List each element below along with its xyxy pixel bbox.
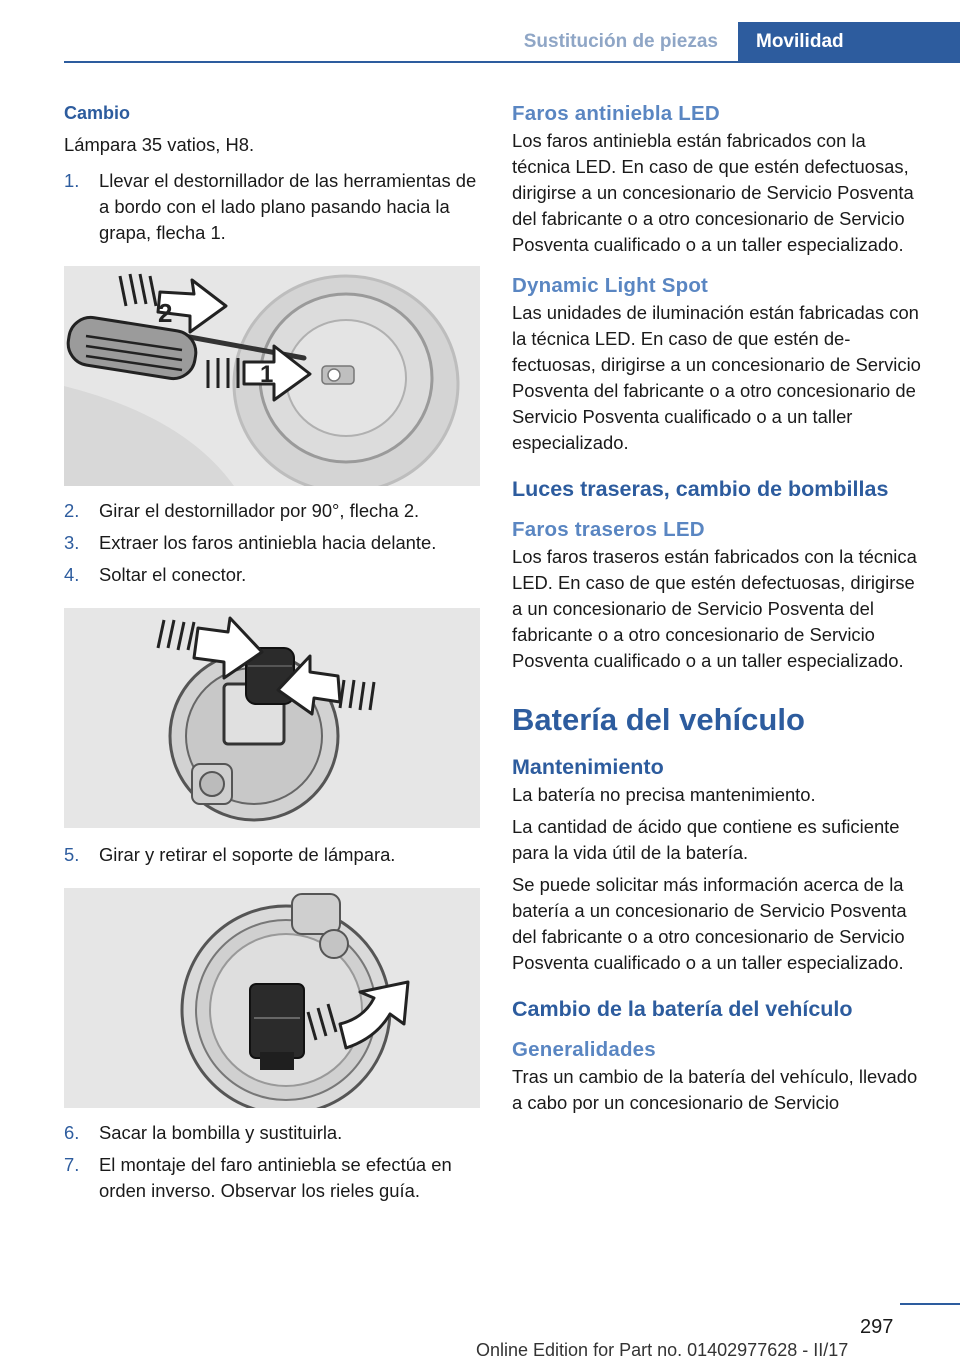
- generalidades-text: Tras un cambio de la batería del vehículo, llevado a cabo por un concesionario de Servicio: [512, 1066, 918, 1113]
- section-title-cambio-bateria: Cambio de la batería del vehículo: [512, 997, 853, 1021]
- step-text: Llevar el destornillador de las herramientas de a bordo con el lado plano pasando hacia la grapa, flecha 1.: [99, 170, 477, 243]
- step-text: Extraer los faros antiniebla hacia delante.: [99, 532, 437, 553]
- step-text: Girar y retirar el soporte de lámpara.: [99, 844, 396, 865]
- step-number: 4.: [64, 564, 80, 585]
- step-item: [64, 842, 482, 868]
- steps-list-a: [64, 168, 482, 246]
- step-text: Girar el destornillador por 90°, flecha 2.: [99, 500, 420, 521]
- section-text-faros-antiniebla-led: Los faros antiniebla están fabricados con la técnica LED. En caso de que estén defectuosas, dirigirse a un concesionario de Servicio Posventa del fabricante o a otro concesionario de Servicio Posventa cualificado o a un taller especializado.: [512, 130, 914, 255]
- step-item: [64, 1120, 482, 1146]
- step-item: [64, 562, 482, 588]
- left-column: [64, 100, 482, 1204]
- step-item: [64, 530, 482, 556]
- header-chapter-tab[interactable]: Movilidad: [738, 22, 960, 62]
- steps-list-b: [64, 498, 482, 588]
- header-section-tab[interactable]: Sustitución de piezas: [523, 31, 718, 52]
- steps-list-c: [64, 842, 482, 868]
- steps-list-d: [64, 1120, 482, 1204]
- page-number: 297: [860, 1316, 894, 1338]
- step-item: [64, 168, 482, 246]
- lamp-spec: Lámpara 35 vatios, H8.: [64, 134, 255, 155]
- step-number: 1.: [64, 170, 80, 191]
- mantenimiento-text-3: Se puede solicitar más información acerca de la batería a un concesionario de Servicio Posventa del fabricante o a otro concesionario de Servicio Posventa cualificado o a un taller especializado.: [512, 874, 907, 973]
- right-column: [512, 100, 924, 1116]
- section-title-mantenimiento: Mantenimiento: [512, 755, 664, 779]
- section-title-luces-traseras: Luces traseras, cambio de bombillas: [512, 477, 889, 501]
- section-title-generalidades: Generalidades: [512, 1038, 656, 1061]
- section-title-dynamic-light-spot: Dynamic Light Spot: [512, 274, 709, 297]
- step-number: 5.: [64, 844, 80, 865]
- arrow-label: 1: [260, 361, 274, 388]
- section-title-faros-traseros-led: Faros traseros LED: [512, 518, 705, 541]
- step-item: [64, 498, 482, 524]
- mantenimiento-text-1: La batería no precisa mantenimiento.: [512, 784, 816, 805]
- section-title-faros-antiniebla-led: Faros antiniebla LED: [512, 102, 720, 125]
- edition-note: Online Edition for Part no. 01402977628 - II/17: [476, 1340, 849, 1360]
- step-text: Sacar la bombilla y sustituirla.: [99, 1122, 343, 1143]
- step-number: 6.: [64, 1122, 80, 1143]
- step-number: 3.: [64, 532, 80, 553]
- step-text: El montaje del faro antiniebla se efectúa en orden inverso. Observar los rieles guía.: [99, 1154, 452, 1201]
- mantenimiento-text-2: La cantidad de ácido que contiene es suficiente para la vida útil de la batería.: [512, 816, 900, 863]
- cambio-heading: Cambio: [64, 103, 131, 123]
- lamp-holder-illustration: [64, 888, 480, 1108]
- arrow-label: 2: [158, 298, 173, 328]
- figure-connector: [64, 608, 480, 828]
- figure-screwdriver: [64, 266, 480, 486]
- header-rule: [64, 61, 960, 63]
- step-number: 2.: [64, 500, 80, 521]
- step-item: [64, 1152, 482, 1204]
- section-text-faros-traseros-led: Los faros traseros están fabricados con la técnica LED. En caso de que estén defectuosas, dirigirse a un concesionario de Servicio Posventa del fabricante o a otro concesionario de Servicio Posventa cualificado o a un taller especializado.: [512, 546, 917, 671]
- step-number: 7.: [64, 1154, 80, 1175]
- connector-illustration: [64, 608, 480, 828]
- section-text-dynamic-light-spot: Las unidades de iluminación están fabricadas con la técnica LED. En caso de que estén defectuosas, dirigirse a un concesionario de Servicio Posventa del fabricante o a otro concesionario de Servicio Posventa cualificado o a un taller especializado.: [512, 302, 921, 453]
- figure-lamp-holder: [64, 888, 480, 1108]
- section-title-bateria: Batería del vehículo: [512, 702, 805, 737]
- step-text: Soltar el conector.: [99, 564, 247, 585]
- screwdriver-illustration: [64, 266, 480, 486]
- footer-rule: [900, 1303, 960, 1305]
